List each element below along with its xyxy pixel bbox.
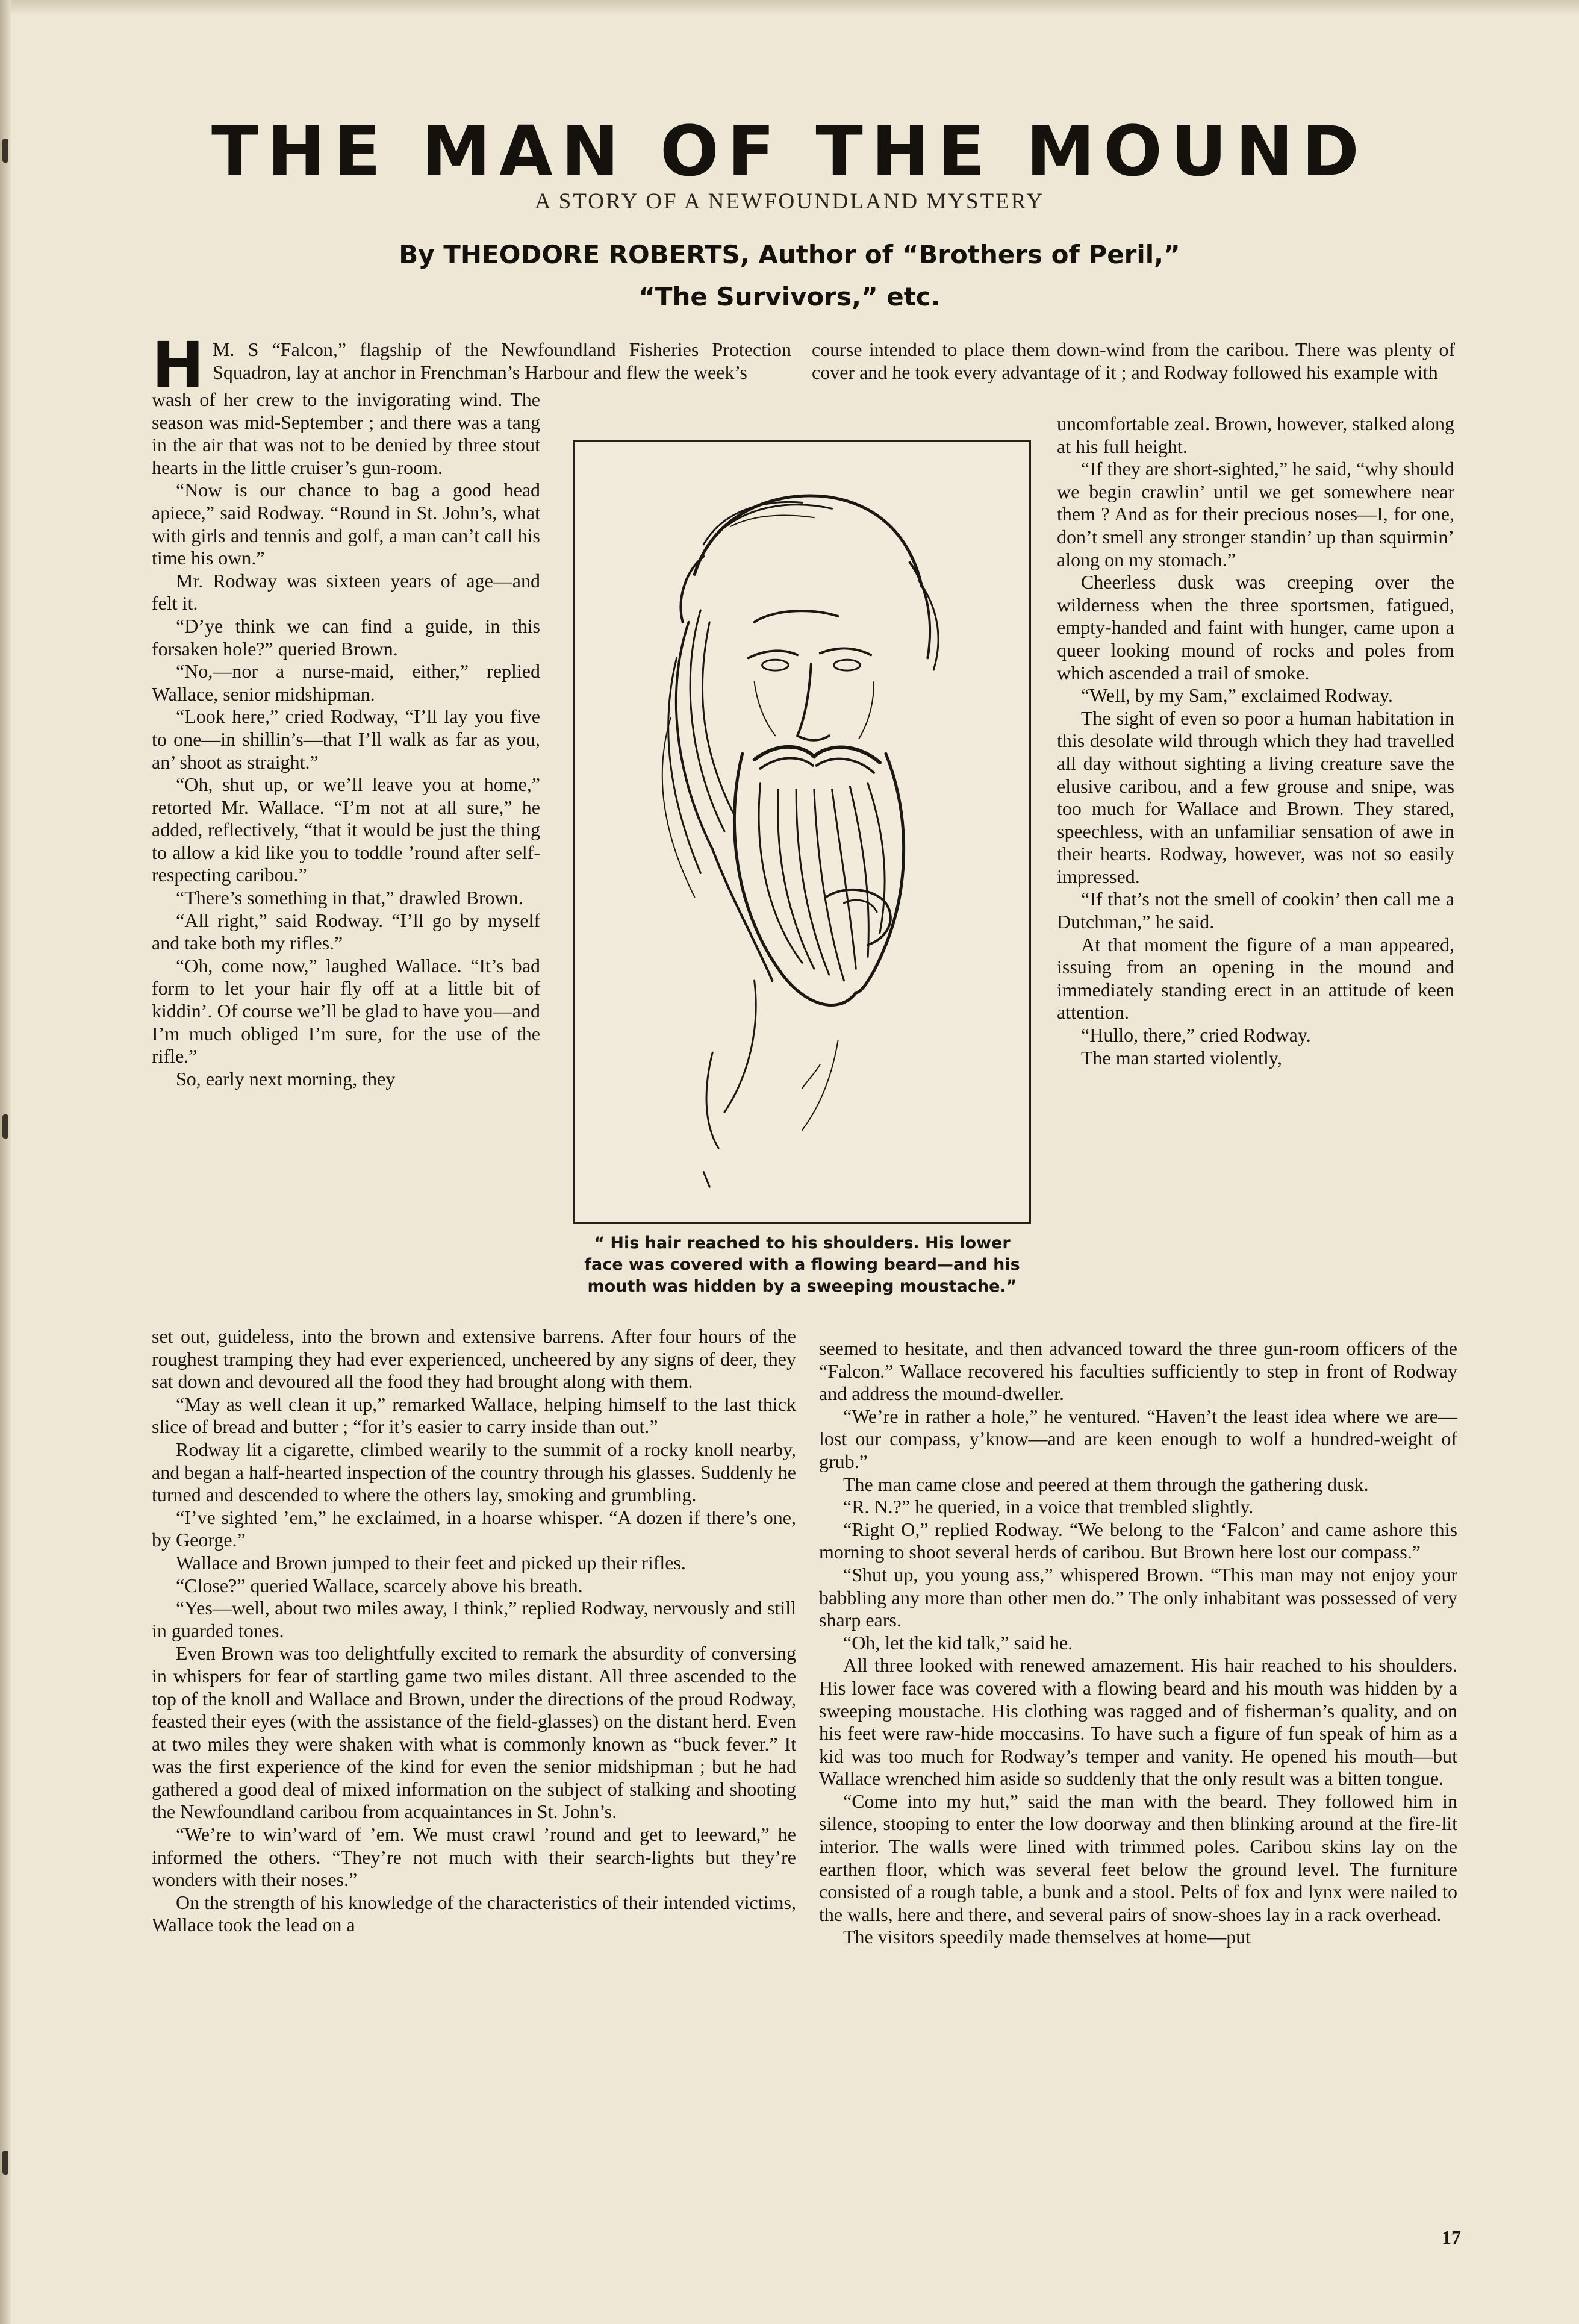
right-column-upper <box>1057 413 1454 1069</box>
paragraph: Even Brown was too delightfully excited to remark the absurdity of conversing in whispers for fear of startling game two miles distant. All three ascended to the top of the knoll and Wallace and Brown, under the directions of the proud Rodway, feasted their eyes (with the assistance of the field-glasses) on the distant herd. Even at two miles they were shaken with what is commonly known as “buck fever.” It was the first experience of the kind for even the senior midshipman ; but he had gathered a good deal of mixed information on the subject of stalking and shooting the Newfoundland caribou from acquaintances in St. John’s. <box>152 1642 796 1823</box>
binding-hole <box>2 2151 8 2175</box>
article-subtitle: A STORY OF A NEWFOUNDLAND MYSTERY <box>534 189 1045 214</box>
right-column-top-lines <box>812 339 1455 384</box>
paragraph: Mr. Rodway was sixteen years of age—and felt it. <box>152 569 540 614</box>
byline: By THEODORE ROBERTS, Author of “Brothers of Peril,” <box>399 240 1180 269</box>
paragraph: “I’ve sighted ’em,” he exclaimed, in a hoarse whisper. “A dozen if there’s one, by George.” <box>152 1506 796 1551</box>
page-binding-edge <box>0 0 11 2324</box>
left-column-lower <box>152 1325 796 1937</box>
paragraph: “Close?” queried Wallace, scarcely above his breath. <box>176 1574 583 1596</box>
paragraph: “No,—nor a nurse-maid, either,” replied Wallace, senior midshipman. <box>152 660 540 705</box>
paragraph: So, early next morning, they <box>176 1067 396 1090</box>
paragraph: wash of her crew to the invigorating wind. The season was mid-September ; and there was a tang in the air that was not to be denied by three stout hearts in the little cruiser’s gun-room. <box>152 389 540 478</box>
paragraph: “Look here,” cried Rodway, “I’ll lay you five to one—in shillin’s—that I’ll walk as far as you, an’ shoot as straight.” <box>152 705 540 773</box>
opening-text: M. S “Falcon,” flagship of the Newfoundland Fisheries Protection Squadron, lay at anchor in Frenchman’s Harbour and flew the week’s <box>213 339 791 383</box>
paragraph: “There’s something in that,” drawled Brown. <box>176 887 523 909</box>
paragraph: Wallace and Brown jumped to their feet and picked up their rifles. <box>176 1551 686 1573</box>
paragraph: “May as well clean it up,” remarked Wallace, helping himself to the last thick slice of bread and butter ; “for it’s easier to carry inside than out.” <box>152 1393 796 1438</box>
paragraph: Cheerless dusk was creeping over the wilderness when the three sportsmen, fatigued, empty-handed and faint with hunger, came upon a queer looking mound of rocks and poles from which ascended a trail of smoke. <box>1057 571 1454 684</box>
paragraph: Rodway lit a cigarette, climbed wearily to the summit of a rocky knoll nearby, and began a half-hearted inspection of the country through his glasses. Suddenly he turned and descended to where the others lay, smoking and grumbling. <box>152 1438 796 1506</box>
paragraph: “Oh, shut up, or we’ll leave you at home,” retorted Mr. Wallace. “I’m not at all sure,” he added, reflectively, “that it would be just the thing to allow a kid like you to toddle ’round after self-respecting caribou.” <box>152 773 540 886</box>
paragraph: “Now is our chance to bag a good head apiece,” said Rodway. “Round in St. John’s, what with girls and tennis and golf, a man can’t call his time his own.” <box>152 479 540 569</box>
paragraph: “Oh, come now,” laughed Wallace. “It’s bad form to let your hair fly off at a little bit of kiddin’. Of course we’ll be glad to have you—and I’m much obliged I’m sure, for the use of the rifle.” <box>152 954 540 1067</box>
paragraph: “Yes—well, about two miles away, I think,” replied Rodway, nervously and still in guarded tones. <box>152 1597 796 1641</box>
paragraph: “Come into my hut,” said the man with the beard. They followed him in silence, stooping to enter the low doorway and then blinking around at the fire-lit interior. The walls were lined with trimmed poles. Caribou skins lay on the earthen floor, which was several feet below the ground level. The furniture consisted of a rough table, a bunk and a stool. Pelts of fox and lynx were nailed to the walls, here and there, and several pairs of snow-shoes lay in a rack overhead. <box>819 1790 1457 1925</box>
paragraph: “Well, by my Sam,” exclaimed Rodway. <box>1081 684 1393 707</box>
paragraph: The man came close and peered at them through the gathering dusk. <box>843 1473 1369 1495</box>
left-column-upper <box>152 389 540 1090</box>
paragraph: The sight of even so poor a human habitation in this desolate wild through which they had travelled all day without sighting a living creature save the elusive caribou, and a few grouse and snipe, was too much for Wallace and Brown. They stared, speechless, with an unfamiliar sensation of awe in their hearts. Rodway, however, was not so easily impressed. <box>1057 707 1454 887</box>
illustration-caption: “ His hair reached to his shoulders. His lower face was covered with a flowing beard—and his mouth was hidden by a sweeping moustache.” <box>584 1234 1020 1296</box>
paragraph: The visitors speedily made themselves at home—put <box>843 1926 1251 1948</box>
paragraph: “If that’s not the smell of cookin’ then call me a Dutchman,” he said. <box>1057 888 1454 933</box>
paragraph: “Hullo, there,” cried Rodway. <box>1081 1024 1311 1046</box>
paragraph: At that moment the figure of a man appeared, issuing from an opening in the mound and immediately standing erect in an attitude of keen attention. <box>1057 933 1454 1023</box>
article-title: THE MAN OF THE MOUND <box>211 111 1368 192</box>
paragraph: “R. N.?” he queried, in a voice that trembled slightly. <box>843 1496 1254 1518</box>
bearded-man-illustration <box>575 442 1029 1222</box>
paragraph: “We’re to win’ward of ’em. We must crawl ’round and get to leeward,” he informed the others. “They’re not much with their search-lights but they’re wonders with their noses.” <box>152 1823 796 1891</box>
paragraph: “We’re in rather a hole,” he ventured. “Haven’t the least idea where we are—lost our compass, y’know—and are keen enough to wolf a hundred-weight of grub.” <box>819 1405 1457 1472</box>
paragraph: set out, guideless, into the brown and extensive barrens. After four hours of the roughest tramping they had ever experienced, uncheered by any signs of deer, they sat down and devoured all the food they had brought along with them. <box>152 1325 796 1393</box>
illustration-frame <box>573 440 1031 1224</box>
paragraph: seemed to hesitate, and then advanced toward the three gun-room officers of the “Falcon.” Wallace recovered his faculties sufficiently to step in front of Rodway and address the mound-dweller. <box>819 1337 1457 1405</box>
paragraph: All three looked with renewed amazement. His hair reached to his shoulders. His lower face was covered with a flowing beard and his mouth was hidden by a sweeping moustache. His clothing was ragged and of fisherman’s quality, and on his feet were raw-hide moccasins. To have such a figure of fun speak of him as a kid was too much for Rodway’s temper and vanity. He opened his mouth—but Wallace wrenched him aside so suddenly that the only result was a bitten tongue. <box>819 1654 1457 1790</box>
drop-cap: H <box>152 328 205 402</box>
paragraph: “Shut up, you young ass,” whispered Brown. “This man may not enjoy your babbling any more than other men do.” The only inhabitant was possessed of very sharp ears. <box>819 1563 1457 1631</box>
paragraph: The man started violently, <box>1081 1046 1282 1069</box>
paragraph: “Right O,” replied Rodway. “We belong to the ‘Falcon’ and came ashore this morning to shoot several herds of caribou. But Brown here lost our compass.” <box>819 1518 1457 1563</box>
page-number: 17 <box>1442 2226 1461 2248</box>
byline-continued: “The Survivors,” etc. <box>638 282 941 311</box>
paragraph: “If they are short-sighted,” he said, “why should we begin crawlin’ until we get somewhere near them ? And as for their precious noses—I, for one, don’t smell any stronger standin’ up than squirmin’ along on my stomach.” <box>1057 458 1454 570</box>
page-top-shadow <box>0 0 1579 16</box>
right-top-text: course intended to place them down-wind from the caribou. There was plenty of cover and he took every advantage of it ; and Rodway followed his example with <box>812 339 1455 383</box>
paragraph: “D’ye think we can find a guide, in this forsaken hole?” queried Brown. <box>152 614 540 660</box>
paragraph: “Oh, let the kid talk,” said he. <box>843 1631 1073 1654</box>
paragraph: uncomfortable zeal. Brown, however, stalked along at his full height. <box>1057 413 1454 457</box>
paragraph: “All right,” said Rodway. “I’ll go by myself and take both my rifles.” <box>152 909 540 954</box>
binding-hole <box>2 1114 8 1139</box>
right-column-lower <box>819 1337 1457 1949</box>
opening-paragraph <box>152 328 791 402</box>
paragraph: On the strength of his knowledge of the characteristics of their intended victims, Wallace took the lead on a <box>152 1891 796 1936</box>
